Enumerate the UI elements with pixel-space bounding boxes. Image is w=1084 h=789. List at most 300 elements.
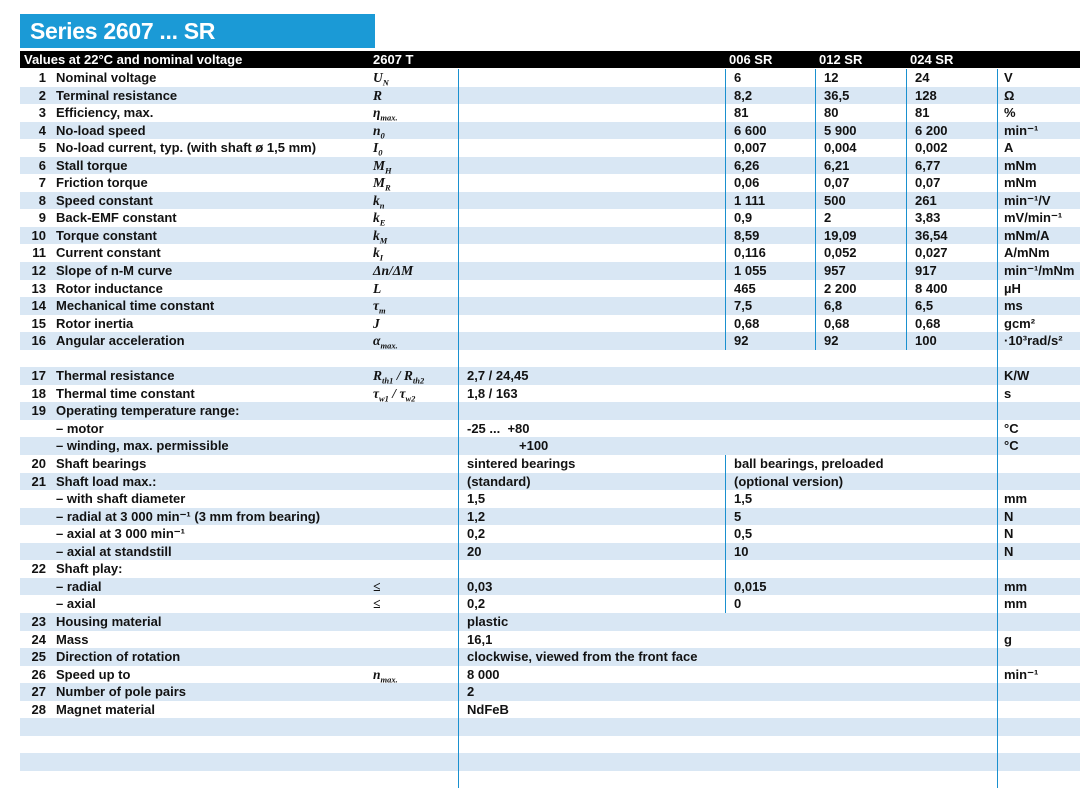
unit-cell: mNm xyxy=(997,174,1080,192)
table-row xyxy=(20,297,1080,315)
unit-cell: A xyxy=(997,139,1080,157)
unit-cell: min⁻¹/V xyxy=(997,192,1080,210)
value-cell: 0,07 xyxy=(815,174,906,192)
value-cell: 8 400 xyxy=(906,280,997,298)
value-cell: 100 xyxy=(906,332,997,350)
row-symbol: L xyxy=(373,280,382,296)
row-number xyxy=(20,753,46,771)
value-cell: 6,26 xyxy=(725,157,815,175)
value-cell xyxy=(458,297,725,315)
value-cell: 0,5 xyxy=(725,525,997,543)
value-cell: 80 xyxy=(815,104,906,122)
row-symbol: Δn/ΔM xyxy=(373,263,414,279)
value-cell: 20 xyxy=(458,543,725,561)
value-cell xyxy=(458,104,725,122)
unit-cell xyxy=(997,753,1080,771)
row-symbol xyxy=(373,437,458,455)
unit-cell xyxy=(997,455,1080,473)
row-symbol xyxy=(373,543,458,561)
table-row xyxy=(20,666,1080,684)
table-row xyxy=(20,227,1080,245)
row-symbol xyxy=(373,455,458,473)
row-symbol: $k_E$ xyxy=(373,210,386,229)
row-number: 17 xyxy=(31,368,46,384)
row-symbol: $M_H$ xyxy=(373,157,392,176)
row-symbol: R xyxy=(373,87,383,103)
value-cell: 36,5 xyxy=(815,87,906,105)
value-cell: 1,2 xyxy=(458,508,725,526)
value-cell xyxy=(458,315,725,333)
row-number: 27 xyxy=(31,684,46,700)
table-row xyxy=(20,367,1080,385)
row-number: 9 xyxy=(38,210,46,226)
row-label: – radial xyxy=(56,578,102,594)
header-variant-012sr: 012 SR xyxy=(819,52,863,67)
row-label: Speed up to xyxy=(56,666,131,682)
row-label: Magnet material xyxy=(56,701,155,717)
row-number xyxy=(20,736,46,754)
row-number: 12 xyxy=(31,263,46,279)
row-number: 8 xyxy=(38,192,46,208)
value-cell: 2 xyxy=(815,209,906,227)
row-symbol xyxy=(373,701,458,719)
value-cell xyxy=(458,209,725,227)
value-cell: 8 000 xyxy=(458,666,997,684)
row-number xyxy=(20,525,46,543)
value-cell xyxy=(458,753,997,771)
table-row xyxy=(20,508,1080,526)
table-row xyxy=(20,402,1080,420)
table-row xyxy=(20,595,1080,613)
unit-cell xyxy=(997,473,1080,491)
row-symbol xyxy=(373,525,458,543)
unit-cell: min⁻¹/mNm xyxy=(997,262,1080,280)
value-cell: 12 xyxy=(815,69,906,87)
value-cell: plastic xyxy=(458,613,997,631)
table-row xyxy=(20,262,1080,280)
unit-cell: s xyxy=(997,385,1080,403)
row-number: 19 xyxy=(31,403,46,419)
value-cell: 0,027 xyxy=(906,244,997,262)
unit-cell xyxy=(997,560,1080,578)
unit-cell: N xyxy=(997,508,1080,526)
value-cell: 8,2 xyxy=(725,87,815,105)
row-label: Mechanical time constant xyxy=(56,298,215,314)
row-number: 6 xyxy=(38,157,46,173)
value-cell: -25 ... +80 xyxy=(458,420,997,438)
table-row xyxy=(20,543,1080,561)
value-cell: 0,68 xyxy=(725,315,815,333)
table-row xyxy=(20,578,1080,596)
table-row xyxy=(20,69,1080,87)
unit-cell: g xyxy=(997,631,1080,649)
row-number: 10 xyxy=(31,227,46,243)
row-symbol: $\eta_{max.}$ xyxy=(373,105,398,123)
value-cell: 0 xyxy=(725,595,997,613)
table-row xyxy=(20,104,1080,122)
row-number xyxy=(20,437,46,455)
row-symbol: $R_{th1} / R_{th2}$ xyxy=(373,368,425,386)
value-cell: 5 xyxy=(725,508,997,526)
value-cell: 8,59 xyxy=(725,227,815,245)
row-number: 23 xyxy=(31,613,46,629)
row-label: Speed constant xyxy=(56,192,153,208)
table-row xyxy=(20,683,1080,701)
value-cell: 0,116 xyxy=(725,244,815,262)
unit-cell xyxy=(997,350,1080,368)
row-label: – axial at 3 000 min⁻¹ xyxy=(56,526,185,542)
value-cell: 0,68 xyxy=(906,315,997,333)
row-label xyxy=(46,771,373,789)
unit-cell xyxy=(997,648,1080,666)
row-symbol: $k_M$ xyxy=(373,227,388,246)
row-label: Stall torque xyxy=(56,157,128,173)
value-cell: 6,77 xyxy=(906,157,997,175)
table-row xyxy=(20,613,1080,631)
series-title-bar xyxy=(20,14,375,48)
value-cell: 0,002 xyxy=(906,139,997,157)
header-variant-006sr: 006 SR xyxy=(729,52,773,67)
row-label: Terminal resistance xyxy=(56,87,178,103)
value-cell xyxy=(458,87,725,105)
value-cell: sintered bearings xyxy=(458,455,725,473)
row-label: – radial at 3 000 min⁻¹ (3 mm from bearing) xyxy=(56,508,321,524)
table-row xyxy=(20,244,1080,262)
row-number: 4 xyxy=(38,122,46,138)
row-number: 5 xyxy=(38,140,46,156)
row-label: Mass xyxy=(56,631,89,647)
table-row xyxy=(20,157,1080,175)
row-label: Housing material xyxy=(56,613,162,629)
value-cell: 957 xyxy=(815,262,906,280)
row-label xyxy=(46,718,373,736)
row-symbol xyxy=(373,736,458,754)
unit-cell xyxy=(997,613,1080,631)
value-cell: 6 xyxy=(725,69,815,87)
row-number xyxy=(20,490,46,508)
unit-cell: mNm/A xyxy=(997,227,1080,245)
row-symbol: $M_R$ xyxy=(373,175,391,193)
unit-cell: mNm xyxy=(997,157,1080,175)
row-number: 1 xyxy=(38,70,46,85)
row-label: Shaft bearings xyxy=(56,456,147,472)
row-symbol xyxy=(373,753,458,771)
unit-cell: gcm² xyxy=(997,315,1080,333)
row-number: 18 xyxy=(31,385,46,401)
row-label: Friction torque xyxy=(56,175,148,191)
value-cell xyxy=(458,192,725,210)
row-label: – winding, max. permissible xyxy=(56,438,229,454)
row-number: 24 xyxy=(31,631,46,647)
value-cell: 0,015 xyxy=(725,578,997,596)
row-label: Direction of rotation xyxy=(56,649,181,665)
table-row xyxy=(20,280,1080,298)
value-cell: 81 xyxy=(906,104,997,122)
spec-table xyxy=(20,69,1080,788)
row-number: 25 xyxy=(31,649,46,665)
row-number: 22 xyxy=(31,561,46,577)
value-cell xyxy=(458,139,725,157)
row-label: Slope of n-M curve xyxy=(56,263,173,279)
value-cell: 0,2 xyxy=(458,525,725,543)
value-cell: 24 xyxy=(906,69,997,87)
unit-cell: mV/min⁻¹ xyxy=(997,209,1080,227)
row-symbol: $n_{max.}$ xyxy=(373,666,398,685)
table-row xyxy=(20,192,1080,210)
row-number: 14 xyxy=(31,298,46,314)
unit-cell: ·10³rad/s² xyxy=(997,332,1080,350)
value-cell: 1 111 xyxy=(725,192,815,210)
table-row xyxy=(20,753,1080,771)
value-cell: 0,06 xyxy=(725,174,815,192)
unit-cell: Ω xyxy=(997,87,1080,105)
table-header-bar xyxy=(20,51,1080,68)
row-label: Rotor inductance xyxy=(56,280,163,296)
value-cell: 917 xyxy=(906,262,997,280)
table-row xyxy=(20,631,1080,649)
row-number xyxy=(20,420,46,438)
value-cell: 0,007 xyxy=(725,139,815,157)
row-label: – axial xyxy=(56,596,96,612)
value-cell xyxy=(458,736,997,754)
value-cell: 0,03 xyxy=(458,578,725,596)
unit-cell xyxy=(997,683,1080,701)
unit-cell: mm xyxy=(997,595,1080,613)
value-cell xyxy=(458,122,725,140)
value-cell: 5 900 xyxy=(815,122,906,140)
row-symbol: $I_0$ xyxy=(373,140,383,158)
value-cell: 19,09 xyxy=(815,227,906,245)
unit-cell: mm xyxy=(997,578,1080,596)
row-symbol: $\alpha_{max.}$ xyxy=(373,333,398,351)
row-number: 7 xyxy=(38,175,46,191)
value-cell xyxy=(458,771,997,789)
table-row xyxy=(20,736,1080,754)
value-cell: NdFeB xyxy=(458,701,997,719)
row-label: Shaft play: xyxy=(56,561,123,577)
value-cell: 6 200 xyxy=(906,122,997,140)
row-number: 21 xyxy=(31,473,46,489)
row-symbol xyxy=(373,420,458,438)
row-symbol: J xyxy=(373,315,380,331)
table-row xyxy=(20,455,1080,473)
row-label: – axial at standstill xyxy=(56,543,172,559)
value-cell: (optional version) xyxy=(725,473,997,491)
unit-cell: N xyxy=(997,525,1080,543)
value-cell: 16,1 xyxy=(458,631,997,649)
table-row xyxy=(20,420,1080,438)
value-cell: 2 200 xyxy=(815,280,906,298)
unit-cell xyxy=(997,402,1080,420)
value-cell: 0,9 xyxy=(725,209,815,227)
table-row xyxy=(20,437,1080,455)
unit-cell: µH xyxy=(997,280,1080,298)
row-label: Torque constant xyxy=(56,227,157,243)
table-row xyxy=(20,209,1080,227)
value-cell: 261 xyxy=(906,192,997,210)
table-row xyxy=(20,490,1080,508)
table-row xyxy=(20,350,1080,368)
unit-cell: min⁻¹ xyxy=(997,122,1080,140)
row-symbol xyxy=(373,718,458,736)
row-number xyxy=(20,350,46,368)
value-cell: 6,21 xyxy=(815,157,906,175)
row-symbol xyxy=(373,350,458,368)
row-number: 20 xyxy=(31,456,46,472)
row-number: 13 xyxy=(31,280,46,296)
row-label: Back-EMF constant xyxy=(56,210,177,226)
header-units-column xyxy=(997,51,1080,68)
unit-cell xyxy=(997,736,1080,754)
table-row xyxy=(20,139,1080,157)
value-cell: 6 600 xyxy=(725,122,815,140)
row-number: 15 xyxy=(31,315,46,331)
table-row xyxy=(20,771,1080,789)
row-label: Rotor inertia xyxy=(56,315,134,331)
row-symbol xyxy=(373,490,458,508)
value-cell xyxy=(458,227,725,245)
row-symbol: $n_0$ xyxy=(373,122,385,141)
table-row xyxy=(20,718,1080,736)
row-label xyxy=(46,736,373,754)
row-symbol xyxy=(373,683,458,701)
row-symbol: ≤ xyxy=(373,578,381,594)
value-cell: 1,5 xyxy=(725,490,997,508)
unit-cell: % xyxy=(997,104,1080,122)
table-row xyxy=(20,122,1080,140)
unit-cell: N xyxy=(997,543,1080,561)
row-label: Operating temperature range: xyxy=(56,403,240,419)
value-cell: 0,2 xyxy=(458,595,725,613)
row-label: Number of pole pairs xyxy=(56,684,187,700)
unit-cell: mm xyxy=(997,490,1080,508)
table-row xyxy=(20,315,1080,333)
table-row xyxy=(20,332,1080,350)
row-symbol: $k_n$ xyxy=(373,192,385,211)
value-cell: 0,004 xyxy=(815,139,906,157)
row-number: 28 xyxy=(31,701,46,717)
row-symbol: $\tau_m$ xyxy=(373,298,386,316)
row-symbol xyxy=(373,402,458,420)
unit-cell: K/W xyxy=(997,367,1080,385)
row-symbol xyxy=(373,560,458,578)
value-cell: 465 xyxy=(725,280,815,298)
row-symbol xyxy=(373,508,458,526)
unit-cell xyxy=(997,701,1080,719)
unit-cell xyxy=(997,718,1080,736)
row-number xyxy=(20,508,46,526)
value-cell: +100 xyxy=(458,437,997,455)
row-symbol xyxy=(373,631,458,649)
row-label xyxy=(46,350,373,368)
row-number xyxy=(20,578,46,596)
header-spacer xyxy=(458,51,725,68)
value-cell: 10 xyxy=(725,543,997,561)
value-cell: 81 xyxy=(725,104,815,122)
unit-cell: V xyxy=(997,69,1080,87)
row-label: – with shaft diameter xyxy=(56,491,186,507)
row-label xyxy=(46,753,373,771)
value-cell xyxy=(458,244,725,262)
row-number: 11 xyxy=(32,245,46,261)
row-label: – motor xyxy=(56,420,104,436)
table-row xyxy=(20,473,1080,491)
row-label: Current constant xyxy=(56,245,161,261)
row-number xyxy=(20,543,46,561)
value-cell xyxy=(458,280,725,298)
value-cell xyxy=(458,332,725,350)
value-cell xyxy=(458,560,725,578)
row-label: Shaft load max.: xyxy=(56,473,157,489)
value-cell: 2 xyxy=(458,683,997,701)
table-row xyxy=(20,560,1080,578)
value-cell: 92 xyxy=(725,332,815,350)
value-cell xyxy=(458,157,725,175)
value-cell xyxy=(725,560,997,578)
row-symbol: $\tau_{w1} / \tau_{w2}$ xyxy=(373,385,416,404)
value-cell xyxy=(458,402,997,420)
row-label: No-load speed xyxy=(56,122,146,138)
row-symbol: $k_I$ xyxy=(373,245,384,264)
value-cell xyxy=(458,69,725,87)
row-number xyxy=(20,718,46,736)
value-cell: 0,07 xyxy=(906,174,997,192)
value-cell: ball bearings, preloaded xyxy=(725,455,997,473)
value-cell: 128 xyxy=(906,87,997,105)
table-row xyxy=(20,385,1080,403)
row-label: Thermal resistance xyxy=(56,368,175,384)
row-number: 16 xyxy=(31,333,46,349)
table-row xyxy=(20,648,1080,666)
row-symbol: ≤ xyxy=(373,596,381,612)
value-cell: 1 055 xyxy=(725,262,815,280)
row-label: Efficiency, max. xyxy=(56,105,154,121)
row-label: Angular acceleration xyxy=(56,333,185,349)
row-symbol: $U_N$ xyxy=(373,70,389,88)
row-number: 3 xyxy=(38,105,46,121)
row-symbol xyxy=(373,648,458,666)
value-cell: 2,7 / 24,45 xyxy=(458,367,997,385)
unit-cell: °C xyxy=(997,420,1080,438)
row-number: 26 xyxy=(31,666,46,682)
value-cell xyxy=(458,350,997,368)
value-cell: 1,5 xyxy=(458,490,725,508)
header-variant-024sr: 024 SR xyxy=(910,52,954,67)
row-label: Thermal time constant xyxy=(56,385,195,401)
unit-cell: °C xyxy=(997,437,1080,455)
row-number xyxy=(20,595,46,613)
row-symbol xyxy=(373,473,458,491)
value-cell: clockwise, viewed from the front face xyxy=(458,648,997,666)
unit-cell: ms xyxy=(997,297,1080,315)
value-cell: 500 xyxy=(815,192,906,210)
value-cell: 3,83 xyxy=(906,209,997,227)
table-row xyxy=(20,701,1080,719)
value-cell: 0,052 xyxy=(815,244,906,262)
value-cell: (standard) xyxy=(458,473,725,491)
header-caption: Values at 22°C and nominal voltage xyxy=(24,52,243,67)
row-symbol xyxy=(373,771,458,789)
value-cell xyxy=(458,262,725,280)
unit-cell: min⁻¹ xyxy=(997,666,1080,684)
row-label: Nominal voltage xyxy=(56,70,157,85)
value-cell: 92 xyxy=(815,332,906,350)
table-row xyxy=(20,525,1080,543)
value-cell: 6,8 xyxy=(815,297,906,315)
unit-cell: A/mNm xyxy=(997,244,1080,262)
value-cell: 7,5 xyxy=(725,297,815,315)
row-number xyxy=(20,771,46,789)
